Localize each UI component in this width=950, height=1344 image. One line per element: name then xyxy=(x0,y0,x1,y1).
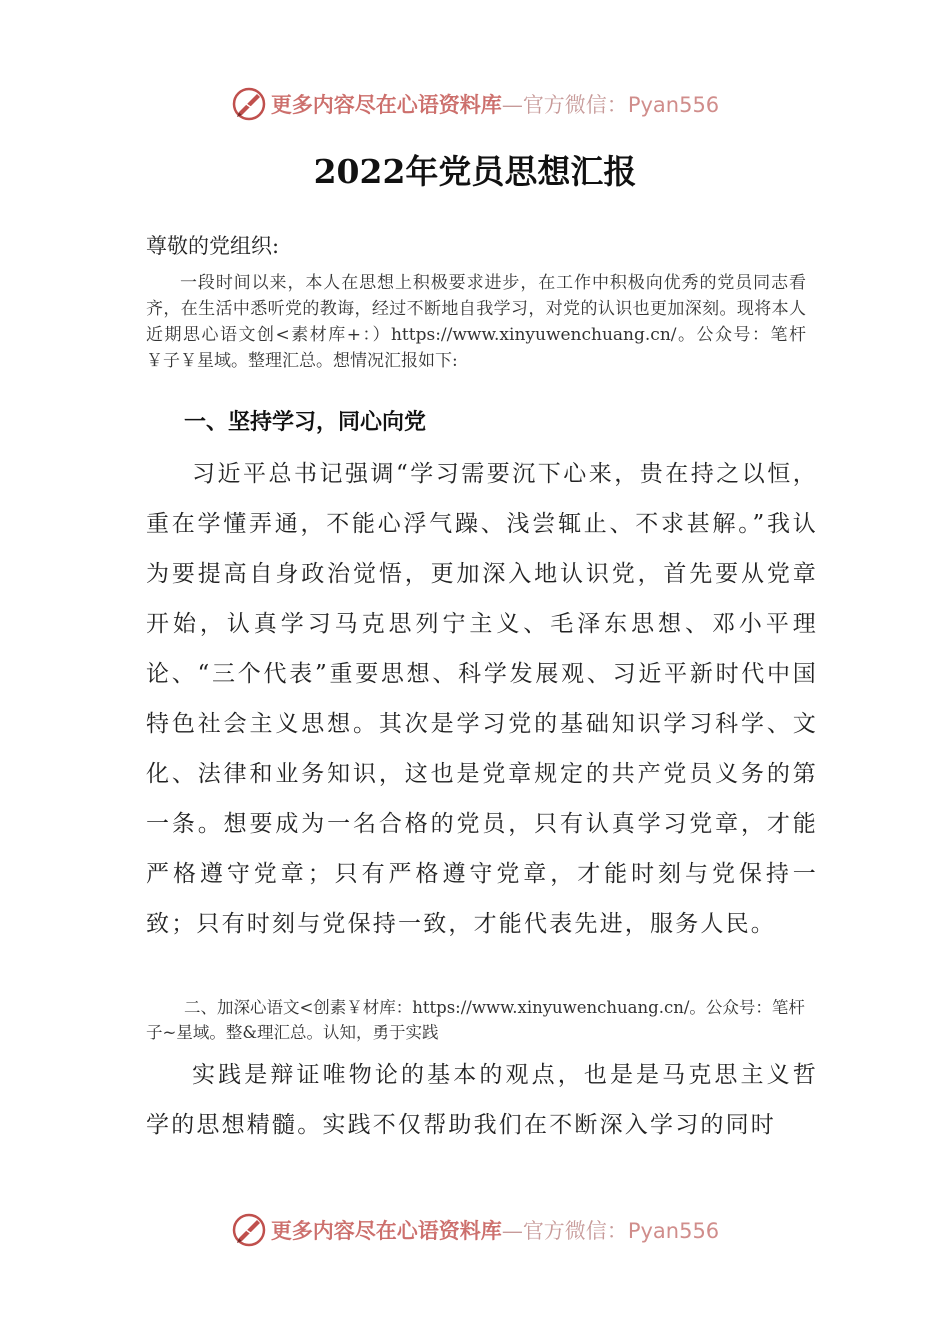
pen-circle-logo-icon xyxy=(231,1212,267,1248)
footer-watermark-banner xyxy=(0,1210,950,1250)
intro-paragraph: 一段时间以来，本人在思想上积极要求进步，在工作中积极向优秀的党员同志看齐，在生活中悉听党的教诲，经过不断地自我学习，对党的认识也更加深刻。现将本人近期思心语文创<素材库+：）https://www.xinyuwenchuang.cn/。公众号：笔杆￥子￥星域。整理汇总。想情况汇报如下: xyxy=(146,273,806,371)
watermark-wechat-label: —官方微信： xyxy=(501,93,628,117)
watermark-site-name: 更多内容尽在心语资料库 xyxy=(270,92,502,117)
watermark-wechat-id: Pyan556 xyxy=(627,1219,720,1243)
watermark-text xyxy=(271,1215,719,1245)
header-watermark-banner xyxy=(0,84,950,124)
section-1-paragraph: 习近平总书记强调“学习需要沉下心来，贵在持之以恒，重在学懂弄通，不能心浮气躁、浅尝辄止、不求甚解。”我认为要提高自身政治觉悟，更加深入地认识党，首先要从党章开始，认真学习马克思列宁主义、毛泽东思想、邓小平理论、“三个代表”重要思想、科学发展观、习近平新时代中国特色社会主义思想。其次是学习党的基础知识学习科学、文化、法律和业务知识，这也是党章规定的共产党员义务的第一条。想要成为一名合格的党员，只有认真学习党章，才能严格遵守党章；只有严格遵守党章，才能时刻与党保持一致；只有时刻与党保持一致，才能代表先进，服务人民。 xyxy=(146,461,818,937)
section-2-paragraph: 实践是辩证唯物论的基本的观点，也是是马克思主义哲学的思想精髓。实践不仅帮助我们在不断深入学习的同时 xyxy=(146,1062,818,1138)
section-heading-1: 一、坚持学习，同心向党 xyxy=(184,409,427,435)
watermark-site-name: 更多内容尽在心语资料库 xyxy=(270,1218,502,1243)
watermark-wechat-label: —官方微信： xyxy=(501,1219,628,1243)
section-heading-2: 二、加深心语文<创素￥材库：https://www.xinyuwenchuang.cn/。公众号：笔杆子~星域。整&理汇总。认知，勇于实践 xyxy=(146,998,805,1042)
document-title: 2022年党员思想汇报 xyxy=(313,152,637,191)
pen-circle-logo-icon xyxy=(231,86,267,122)
salutation: 尊敬的党组织: xyxy=(146,234,280,258)
watermark-text xyxy=(271,89,719,119)
watermark-wechat-id: Pyan556 xyxy=(627,93,720,117)
